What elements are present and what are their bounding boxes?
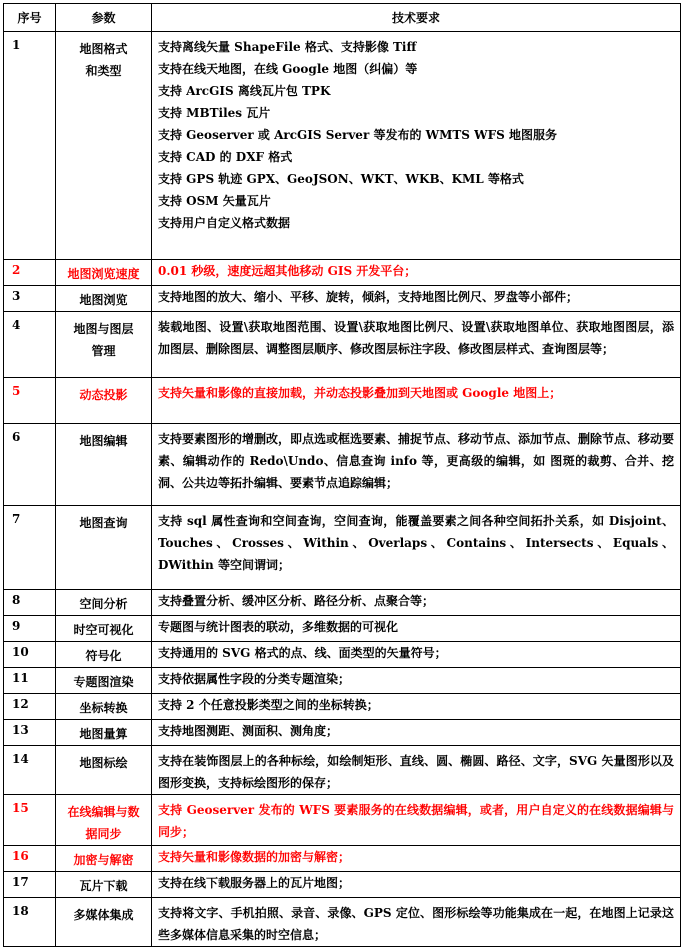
row-requirement: 支持 Geoserver 发布的 WFS 要素服务的在线数据编辑，或者，用户自定义的在线数据编辑与同步； (152, 795, 681, 846)
spec-table (3, 3, 681, 947)
requirement-line: 支持 OSM 矢量瓦片 (158, 194, 271, 208)
requirement-line: 支持离线矢量 ShapeFile 格式、支持影像 Tiff (158, 40, 417, 54)
row-requirement (152, 260, 681, 286)
row-parameter: 符号化 (56, 642, 152, 668)
row-requirement (152, 668, 681, 694)
requirement-line: 0.01 秒级，速度远超其他移动 GIS 开发平台； (158, 264, 417, 278)
table-row (4, 642, 681, 668)
table-row (4, 286, 681, 312)
row-parameter: 加密与解密 (56, 846, 152, 872)
row-number: 14 (4, 746, 56, 795)
row-parameter: 地图浏览速度 (56, 260, 152, 286)
row-requirement (152, 872, 681, 898)
row-requirement: 支持在装饰图层上的各种标绘，如绘制矩形、直线、圆、椭圆、路径、文字，SVG 矢量图形以及图形变换，支持标绘图形的保存； (152, 746, 681, 795)
requirement-line: 支持地图的放大、缩小、平移、旋转，倾斜，支持地图比例尺、罗盘等小部件； (158, 290, 579, 304)
header-no: 序号 (4, 4, 56, 32)
table-body (4, 32, 681, 947)
requirement-line: 支持用户自定义格式数据 (158, 216, 291, 230)
row-requirement (152, 720, 681, 746)
requirement-line: 支持叠置分析、缓冲区分析、路径分析、点聚合等； (158, 594, 435, 608)
row-number: 4 (4, 312, 56, 378)
table-row (4, 312, 681, 378)
table-row (4, 378, 681, 424)
row-parameter: 地图标绘 (56, 746, 152, 795)
table-row (4, 898, 681, 947)
table-row (4, 694, 681, 720)
row-requirement (152, 286, 681, 312)
requirement-line: 支持 Geoserver 或 ArcGIS Server 等发布的 WMTS WFS 地图服务 (158, 128, 557, 142)
row-number: 8 (4, 590, 56, 616)
row-number: 15 (4, 795, 56, 846)
row-parameter: 地图格式 和类型 (56, 32, 152, 260)
row-parameter: 地图与图层 管理 (56, 312, 152, 378)
row-number: 11 (4, 668, 56, 694)
row-number: 7 (4, 506, 56, 590)
row-parameter: 时空可视化 (56, 616, 152, 642)
row-number: 18 (4, 898, 56, 947)
row-number: 12 (4, 694, 56, 720)
row-number: 1 (4, 32, 56, 260)
row-parameter: 在线编辑与数 据同步 (56, 795, 152, 846)
requirement-line: 支持在线天地图，在线 Google 地图（纠偏）等 (158, 62, 418, 76)
row-number: 5 (4, 378, 56, 424)
row-number: 2 (4, 260, 56, 286)
row-parameter: 坐标转换 (56, 694, 152, 720)
row-parameter: 专题图渲染 (56, 668, 152, 694)
row-requirement (152, 694, 681, 720)
header-row (4, 4, 681, 32)
row-parameter: 地图浏览 (56, 286, 152, 312)
table-row (4, 846, 681, 872)
row-requirement (152, 642, 681, 668)
requirement-line: 专题图与统计图表的联动，多维数据的可视化 (158, 620, 399, 634)
requirement-line: 支持 ArcGIS 离线瓦片包 TPK (158, 84, 331, 98)
requirement-line: 支持矢量和影像的直接加载，并动态投影叠加到天地图或 Google 地图上； (158, 386, 562, 400)
row-requirement (152, 616, 681, 642)
table-row (4, 746, 681, 795)
row-parameter: 地图查询 (56, 506, 152, 590)
row-requirement (152, 590, 681, 616)
row-number: 13 (4, 720, 56, 746)
table-row (4, 590, 681, 616)
row-requirement: 支持将文字、手机拍照、录音、录像、GPS 定位、图形标绘等功能集成在一起，在地图上记录这些多媒体信息采集的时空信息； (152, 898, 681, 947)
table-row (4, 616, 681, 642)
row-number: 9 (4, 616, 56, 642)
table-row (4, 32, 681, 260)
table-row (4, 424, 681, 506)
table-row (4, 668, 681, 694)
row-number: 16 (4, 846, 56, 872)
requirement-line: 支持 2 个任意投影类型之间的坐标转换； (158, 698, 379, 712)
table-row (4, 795, 681, 846)
row-number: 3 (4, 286, 56, 312)
requirement-line: 支持地图测距、测面积、测角度； (158, 724, 339, 738)
requirement-line: 支持在线下载服务器上的瓦片地图； (158, 876, 351, 890)
row-parameter: 多媒体集成 (56, 898, 152, 947)
table-row (4, 260, 681, 286)
requirement-line: 支持 CAD 的 DXF 格式 (158, 150, 293, 164)
row-parameter: 动态投影 (56, 378, 152, 424)
row-number: 10 (4, 642, 56, 668)
requirement-line: 支持矢量和影像数据的加密与解密； (158, 850, 351, 864)
row-parameter: 空间分析 (56, 590, 152, 616)
requirement-line: 支持依据属性字段的分类专题渲染； (158, 672, 351, 686)
row-requirement (152, 32, 681, 260)
table-row (4, 506, 681, 590)
requirement-line: 支持 MBTiles 瓦片 (158, 106, 271, 120)
row-number: 17 (4, 872, 56, 898)
row-requirement (152, 846, 681, 872)
row-requirement: 装载地图、设置\获取地图范围、设置\获取地图比例尺、设置\获取地图单位、获取地图图层，添加图层、删除图层、调整图层顺序、修改图层标注字段、修改图层样式、查询图层等； (152, 312, 681, 378)
row-number: 6 (4, 424, 56, 506)
row-requirement: 支持要素图形的增删改，即点选或框选要素、捕捉节点、移动节点、添加节点、删除节点、移动要素、编辑动作的 Redo\Undo、信息查询 info 等，更高级的编辑，如 图斑的裁剪、合并、挖洞、公共边等拓扑编辑、要素节点追踪编辑； (152, 424, 681, 506)
header-req: 技术要求 (152, 4, 681, 32)
table-row (4, 720, 681, 746)
table-row (4, 872, 681, 898)
row-parameter: 瓦片下载 (56, 872, 152, 898)
requirement-line: 支持通用的 SVG 格式的点、线、面类型的矢量符号； (158, 646, 447, 660)
header-param: 参数 (56, 4, 152, 32)
requirement-line: 支持 GPS 轨迹 GPX、GeoJSON、WKT、WKB、KML 等格式 (158, 172, 524, 186)
row-requirement: 支持 sql 属性查询和空间查询，空间查询，能覆盖要素之间各种空间拓扑关系，如 Disjoint、Touches、Crosses、Within、Overlaps、Contains、Intersects、Equals、DWithin 等空间谓词； (152, 506, 681, 590)
row-parameter: 地图编辑 (56, 424, 152, 506)
row-requirement (152, 378, 681, 424)
row-parameter: 地图量算 (56, 720, 152, 746)
